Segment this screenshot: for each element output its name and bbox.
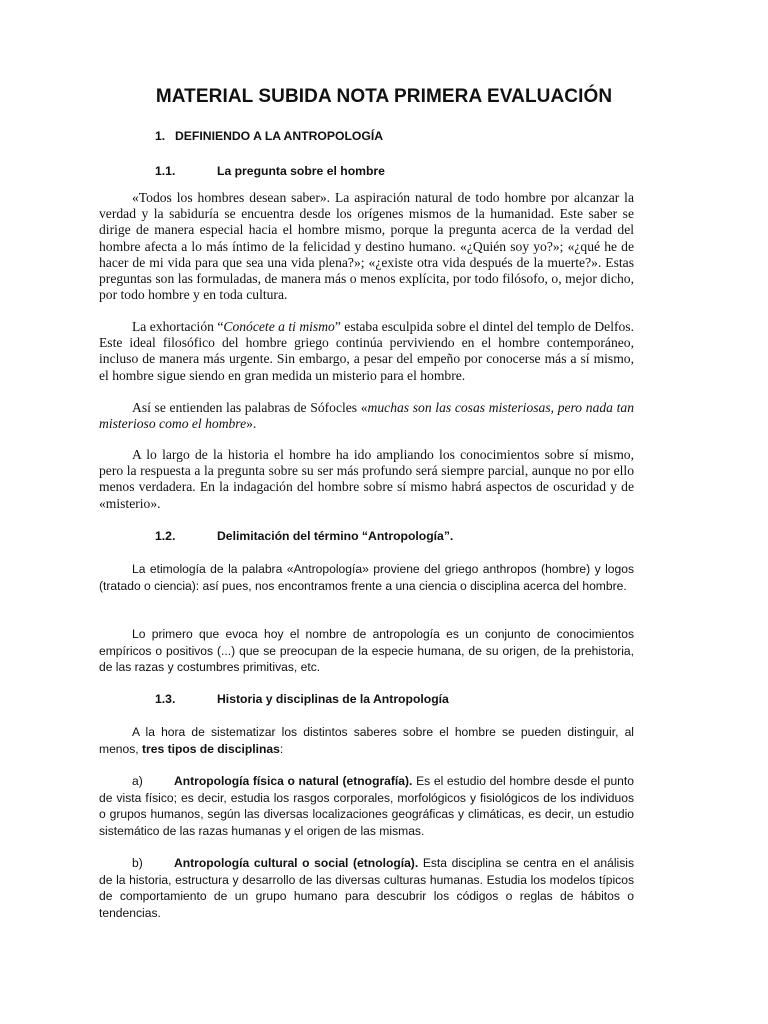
paragraph-etimologia [99,561,634,594]
list-marker: b) [132,856,143,870]
paragraph-todos-los-hombres [99,190,634,303]
paragraph-text: La exhortación “ [132,319,224,334]
list-item-b [99,855,634,921]
paragraph-text: : [279,741,284,756]
bold-phrase: tres tipos de disciplinas [142,741,280,756]
section-title: La pregunta sobre el hombre [217,164,385,178]
list-marker: a) [132,774,143,788]
section-title: Historia y disciplinas de la Antropología [217,692,449,706]
paragraph-text: Lo primero que evoca hoy el nombre de antropología es un conjunto de conocimientos empíricos o positivos (...) que se preocupan de la especie humana, de su origen, de la prehistoria, de las razas y costumbres primitivas, etc. [99,627,634,674]
list-item-text: Es el estudio del hombre desde el punto de vista físico; es decir, estudia los rasgos corporales, morfológicos y fisiológicos de los individuos o grupos humanos, según las diversas localizaciones geográficas y climáticas, es decir, un estudio sistemático de las razas humanas y el origen de las mismas. [99,774,634,838]
section-title: DEFINIENDO A LA ANTROPOLOGÍA [175,129,384,143]
document-title: MATERIAL SUBIDA NOTA PRIMERA EVALUACIÓN [155,86,613,107]
list-item-text: Esta disciplina se centra en el análisis de la historia, estructura y desarrollo de las diversas culturas humanas. Estudia los modelos típicos de comportamiento de un grupo humano para descubrir los códigos o reglas de hábitos o tendencias. [99,856,634,920]
list-item-term: Antropología cultural o social (etnología). [174,856,419,870]
paragraph-sistematizar [99,724,634,757]
list-item-a [99,773,634,839]
paragraph-text: A lo largo de la historia el hombre ha ido ampliando los conocimientos sobre sí mismo, pero la respuesta a la pregunta sobre su ser más profundo será siempre parcial, aunque no por ello menos verdadera. En la indagación del hombre sobre sí mismo habrá aspectos de oscuridad y de «misterio». [99,447,634,511]
paragraph-lo-primero [99,626,634,676]
list-item-term: Antropología física o natural (etnografía). [174,774,413,788]
paragraph-sofocles [99,400,634,432]
paragraph-text: La etimología de la palabra «Antropología» proviene del griego anthropos (hombre) y logos (tratado o ciencia): así pues, nos encontramos frente a una ciencia o disciplina acerca del hombre. [99,562,634,593]
paragraph-exhortacion [99,319,634,384]
section-number: 1.2. [155,529,176,543]
section-number: 1.3. [155,692,176,706]
paragraph-text: ». [246,416,257,432]
section-number: 1.1. [155,164,176,178]
quote-emphasis: Conócete a ti mismo [223,319,335,334]
section-title: Delimitación del término “Antropología”. [217,529,454,543]
quote-emphasis: muchas son las cosas misteriosas, pero nada tan misterioso como el hombre [99,400,634,432]
paragraph-text: Así se entienden las palabras de Sófocles « [132,400,368,415]
paragraph-text: A la hora de sistematizar los distintos saberes sobre el hombre se pueden distinguir, al menos, [99,725,634,756]
paragraph-historia-hombre [99,447,634,512]
paragraph-text: ” estaba esculpida sobre el dintel del templo de Delfos. Este ideal filosófico del hombre griego continúa perviviendo en el hombre contemporáneo, incluso de manera más urgente. Sin embargo, a pesar del empeño por conocerse más a sí mismo, el hombre sigue siendo en gran medida un misterio para el hombre. [99,319,634,383]
paragraph-text: «Todos los hombres desean saber». La aspiración natural de todo hombre por alcanzar la verdad y la sabiduría se encuentra desde los orígenes mismos de la humanidad. Este saber se dirige de manera especial hacia el hombre mismo, porque la pregunta acerca de la verdad del hombre afecta a lo más íntimo de la felicidad y destino humano. «¿Quién soy yo?»; «¿qué he de hacer de mi vida para que sea una vida plena?»; «¿existe otra vida después de la muerte?». Estas preguntas son las formuladas, de manera más o menos explícita, por todo filósofo, o, mejor dicho, por todo hombre y en toda cultura. [99,190,634,303]
section-number: 1. [155,129,166,143]
